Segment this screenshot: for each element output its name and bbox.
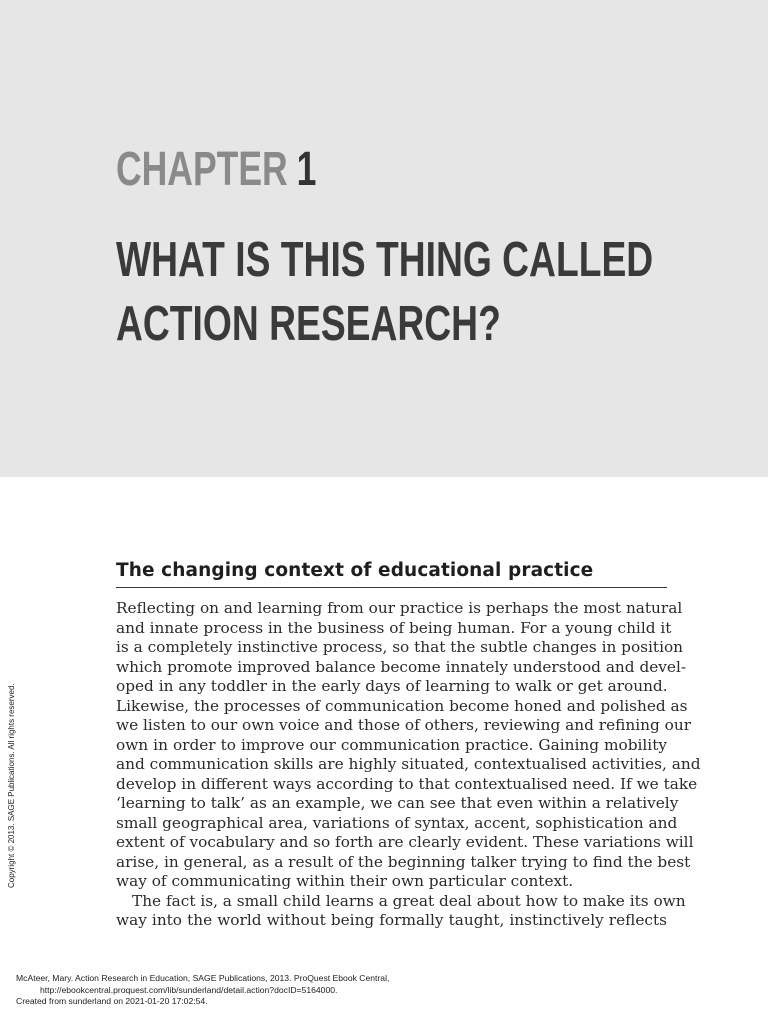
- body-line: small geographical area, variations of syntax, accent, sophistication and: [116, 813, 678, 832]
- body-line: oped in any toddler in the early days of learning to walk or get around.: [116, 677, 668, 695]
- body-line: ‘learning to talk’ as an example, we can see that even within a relatively: [116, 794, 679, 812]
- body-line: The fact is, a small child learns a great deal about how to make its own: [132, 891, 686, 910]
- citation-footer: [16, 973, 389, 1008]
- body-line: we listen to our own voice and those of others, reviewing and refining our: [116, 716, 692, 734]
- chapter-title-line-1: WHAT IS THIS THING CALLED: [116, 233, 654, 287]
- body-line: extent of vocabulary and so forth are clearly evident. These variations will: [116, 833, 694, 851]
- section-heading: The changing context of educational practice: [116, 558, 667, 588]
- paragraph-1: [116, 599, 701, 892]
- body-line: own in order to improve our communication practice. Gaining mobility: [116, 735, 667, 754]
- paragraph-2: [116, 891, 686, 931]
- chapter-number: 1: [296, 143, 317, 196]
- chapter-title-line-2: ACTION RESEARCH?: [116, 297, 501, 351]
- side-copyright-notice: Copyright © 2013. SAGE Publications. All rights reserved.: [7, 683, 16, 888]
- body-line: Reflecting on and learning from our practice is perhaps the most natural: [116, 599, 683, 617]
- body-line: develop in different ways according to that contextualised need. If we take: [116, 774, 698, 793]
- chapter-label: [116, 138, 316, 202]
- chapter-header-band: [0, 0, 768, 477]
- body-line: arise, in general, as a result of the beginning talker trying to find the best: [116, 852, 691, 871]
- citation-line-1: McAteer, Mary. Action Research in Education, SAGE Publications, 2013. ProQuest Ebook Central,: [16, 973, 390, 983]
- body-line: and communication skills are highly situated, contextualised activities, and: [116, 755, 701, 773]
- body-line: Likewise, the processes of communication become honed and polished as: [116, 696, 688, 715]
- chapter-title: [116, 228, 653, 356]
- citation-url[interactable]: http://ebookcentral.proquest.com/lib/sunderland/detail.action?docID=5164000.: [40, 984, 338, 995]
- body-text: [116, 599, 701, 931]
- body-line: and innate process in the business of being human. For a young child it: [116, 618, 672, 637]
- body-line: way of communicating within their own particular context.: [116, 872, 574, 890]
- chapter-word: CHAPTER: [116, 143, 288, 196]
- citation-created-line: Created from sunderland on 2021-01-20 17:02:54.: [16, 996, 208, 1006]
- body-line: is a completely instinctive process, so that the subtle changes in position: [116, 638, 684, 656]
- body-line: which promote improved balance become innately understood and devel-: [116, 657, 687, 676]
- body-line: way into the world without being formally taught, instinctively reflects: [116, 911, 667, 929]
